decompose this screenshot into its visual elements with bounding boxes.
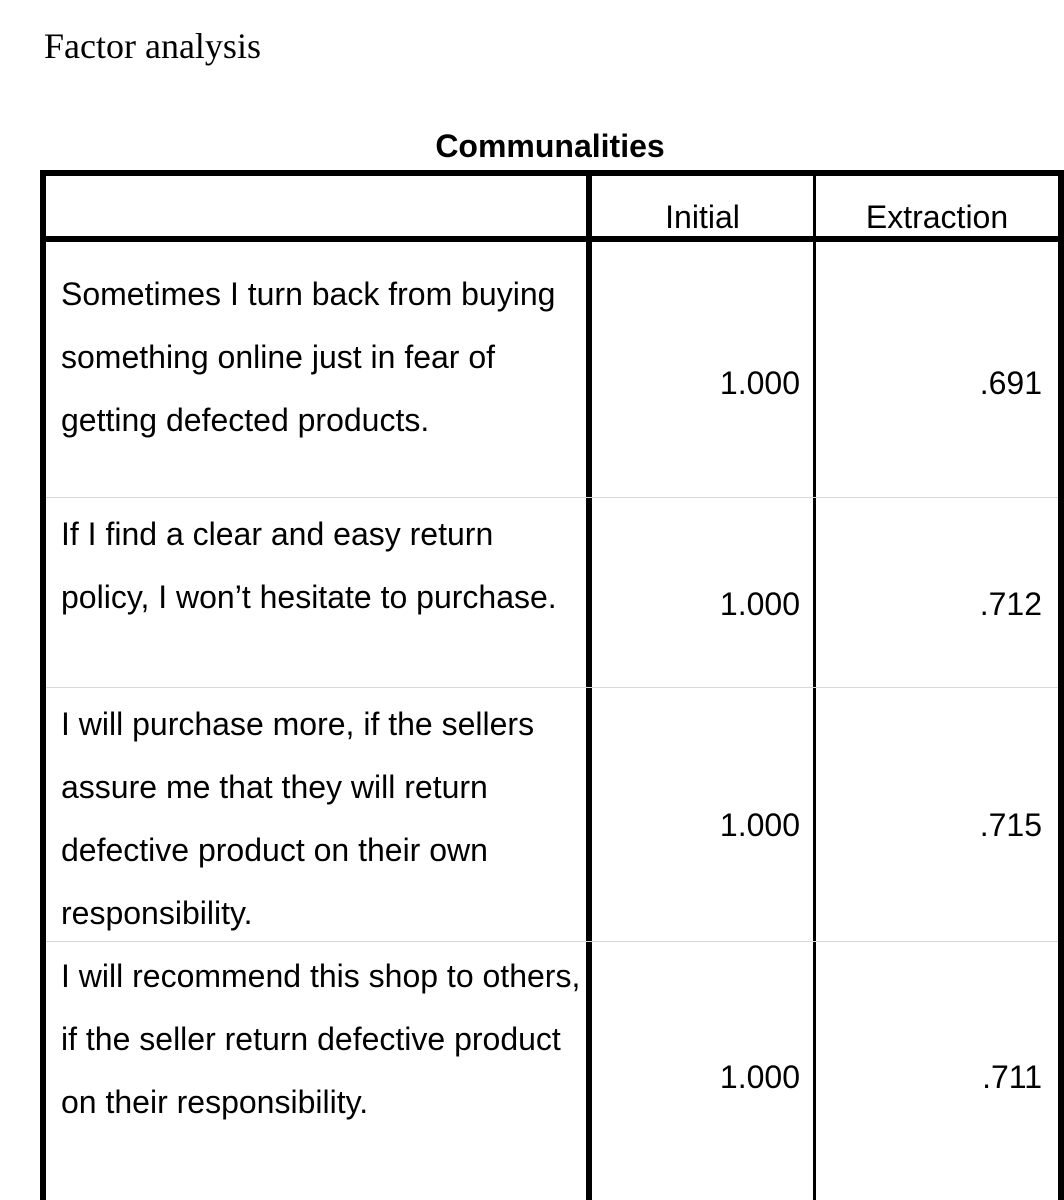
initial-value: 1.000 xyxy=(719,1059,800,1095)
initial-value: 1.000 xyxy=(719,365,800,401)
initial-value: 1.000 xyxy=(719,807,800,843)
header-rule xyxy=(40,236,1064,242)
row-label: I will purchase more, if the sellers assure me that they will return defective product on their own responsibility. xyxy=(61,706,535,931)
initial-value: 1.000 xyxy=(719,586,800,622)
row-label: I will recommend this shop to others, if the seller return defective product on their responsibility. xyxy=(61,958,581,1120)
row-label: If I find a clear and easy return policy, I won’t hesitate to purchase. xyxy=(61,516,557,615)
table-row xyxy=(46,497,1058,687)
column-header-initial: Initial xyxy=(665,199,740,235)
row-label: Sometimes I turn back from buying something online just in fear of getting defected products. xyxy=(61,276,556,438)
extraction-value: .711 xyxy=(982,1059,1042,1095)
column-header-extraction: Extraction xyxy=(865,199,1009,235)
table-title: Communalities xyxy=(435,128,665,164)
table-row xyxy=(46,687,1058,941)
extraction-value: .715 xyxy=(979,807,1042,843)
extraction-value: .691 xyxy=(979,365,1042,401)
document-heading: Factor analysis xyxy=(44,26,261,66)
extraction-value: .712 xyxy=(979,586,1042,622)
table-row xyxy=(46,257,1058,497)
table-row xyxy=(46,941,1058,1191)
